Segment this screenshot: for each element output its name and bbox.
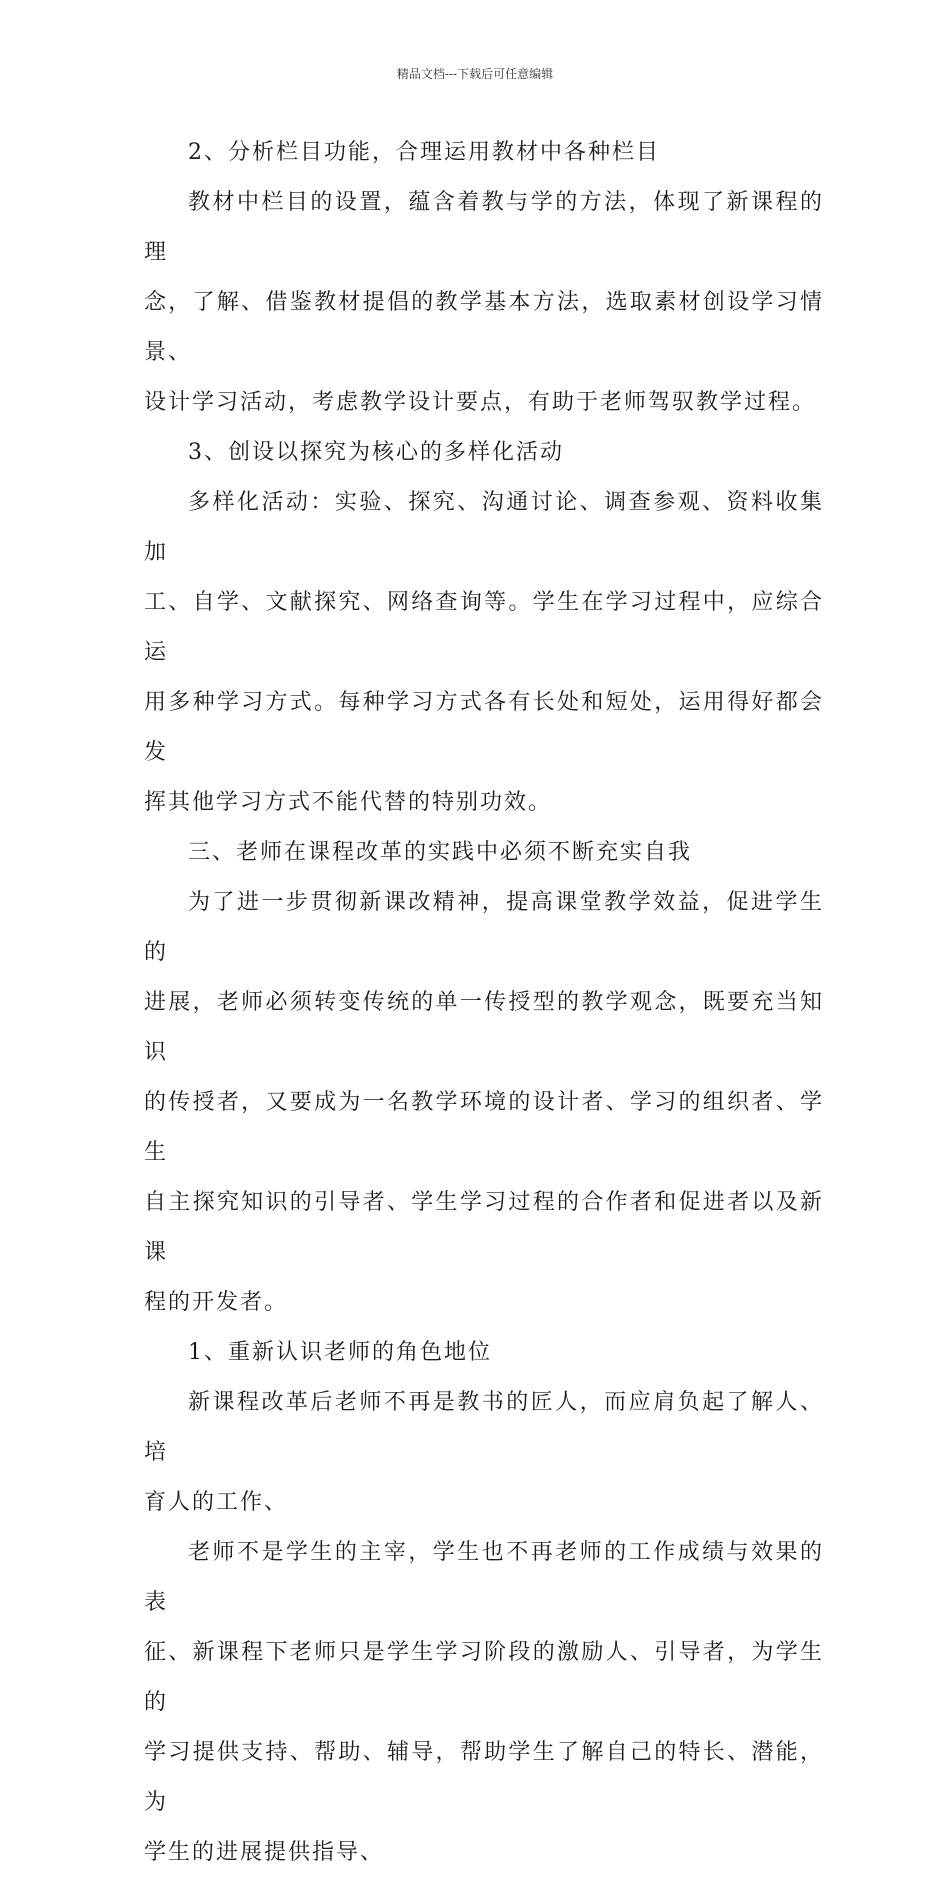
section-heading-part-three: 三、老师在课程改革的实践中必须不断充实自我 [188, 840, 693, 865]
paragraph-new-curriculum: 新课程改革后老师不再是教书的匠人，而应肩负起了解人、培 育人的工作、 [144, 1390, 824, 1515]
page-header: 精品文档---下载后可任意编辑 [396, 67, 554, 81]
paragraph-diverse-activities: 多样化活动：实验、探究、沟通讨论、调查参观、资料收集加 工、自学、文献探究、网络查询等。学生在学习过程中，应综合运 用多种学习方式。每种学习方式各有长处和短处，运用得好都会发 挥其他学习方式不能代替的特别功效。 [144, 490, 824, 815]
paragraph-teacher-role-change: 为了进一步贯彻新课改精神，提高课堂教学效益，促进学生的 进展，老师必须转变传统的单一传授型的教学观念，既要充当知识 的传授者，又要成为一名教学环境的设计者、学习的组织者、学生 自主探究知识的引导者、学生学习过程的合作者和促进者以及新课 程的开发者。 [144, 890, 824, 1315]
section-heading-1: 1、重新认识老师的角色地位 [188, 1340, 492, 1365]
paragraph-teacher-guide: 老师不是学生的主宰，学生也不再老师的工作成绩与效果的表 征、新课程下老师只是学生学习阶段的激励人、引导者，为学生的 学习提供支持、帮助、辅导，帮助学生了解自己的特长、潜能，为 学生的进展提供指导、 [144, 1540, 824, 1865]
section-heading-2: 2、分析栏目功能，合理运用教材中各种栏目 [188, 140, 660, 165]
document-body [144, 128, 824, 1878]
paragraph-textbook-columns: 教材中栏目的设置，蕴含着教与学的方法，体现了新课程的理 念，了解、借鉴教材提倡的教学基本方法，选取素材创设学习情景、 设计学习活动，考虑教学设计要点，有助于老师驾驭教学过程。 [144, 190, 824, 415]
section-heading-3: 3、创设以探究为核心的多样化活动 [188, 440, 564, 465]
